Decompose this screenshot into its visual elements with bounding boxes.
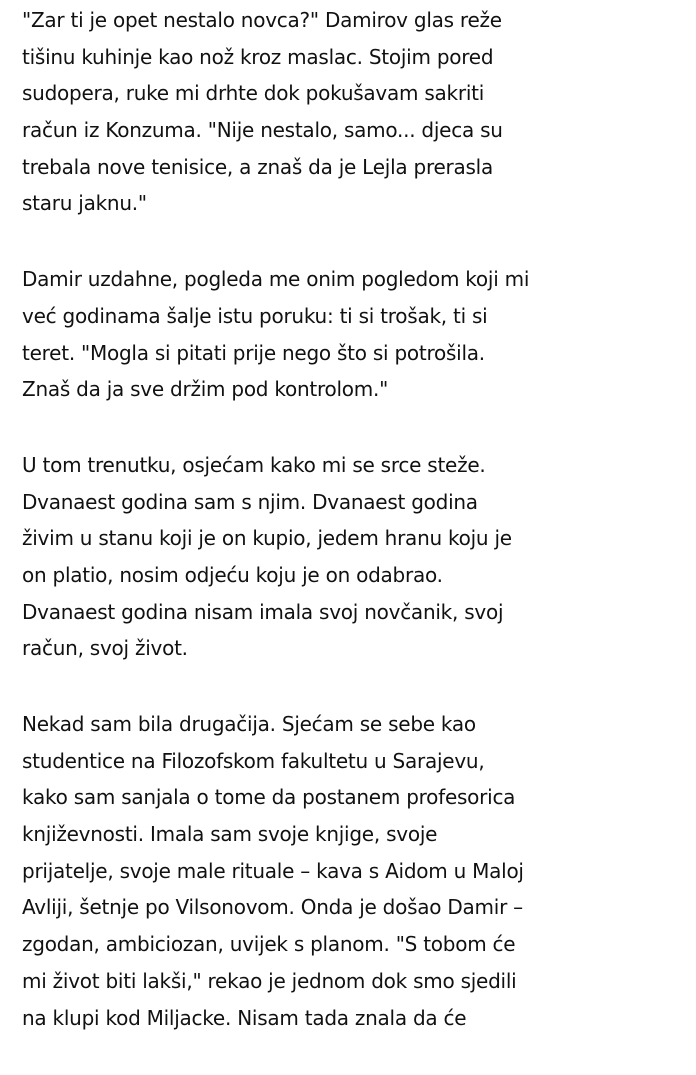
text-line: teret. "Mogla si pitati prije nego što si potrošila. bbox=[22, 340, 485, 365]
text-line: "Zar ti je opet nestalo novca?" Damirov glas reže bbox=[22, 8, 502, 32]
text-line: živim u stanu koji je on kupio, jedem hranu koju je bbox=[22, 526, 512, 551]
text-line: već godinama šalje istu poruku: ti si trošak, ti si bbox=[22, 303, 488, 328]
text-line: Damir uzdahne, pogleda me onim pogledom koji mi bbox=[22, 267, 530, 292]
text-line: studentice na Filozofskom fakultetu u Sarajevu, bbox=[22, 748, 485, 773]
text-line: Nekad sam bila drugačija. Sjećam se sebe kao bbox=[22, 712, 476, 736]
story-text bbox=[22, 2, 696, 1075]
text-line: U tom trenutku, osjećam kako mi se srce steže. bbox=[22, 452, 486, 477]
text-line: književnosti. Imala sam svoje knjige, svoje bbox=[22, 822, 438, 847]
text-line: račun iz Konzuma. "Nije nestalo, samo... djeca su bbox=[22, 118, 503, 143]
text-line: tišinu kuhinje kao nož kroz maslac. Stojim pored bbox=[22, 44, 494, 69]
text-line: na klupi kod Miljacke. Nisam tada znala da će bbox=[22, 1005, 467, 1030]
paragraph-1 bbox=[22, 2, 696, 222]
text-line: zgodan, ambiciozan, uvijek s planom. "S tobom će bbox=[22, 932, 516, 957]
text-line: mi život biti lakši," rekao je jednom dok smo sjedili bbox=[22, 968, 517, 993]
text-line: Avliji, šetnje po Vilsonovom. Onda je došao Damir – bbox=[22, 895, 523, 920]
text-line: prijatelje, svoje male rituale – kava s Aidom u Maloj bbox=[22, 858, 524, 883]
paragraph-3 bbox=[22, 447, 696, 667]
text-line: račun, svoj život. bbox=[22, 636, 188, 661]
text-line: on platio, nosim odjeću koju je on odabrao. bbox=[22, 562, 443, 587]
text-line: trebala nove tenisice, a znaš da je Lejla prerasla bbox=[22, 154, 493, 179]
text-line: sudopera, ruke mi drhte dok pokušavam sakriti bbox=[22, 81, 485, 106]
text-line: Znaš da ja sve držim pod kontrolom." bbox=[22, 377, 389, 402]
text-line: kako sam sanjala o tome da postanem profesorica bbox=[22, 785, 516, 810]
text-line: staru jaknu." bbox=[22, 191, 147, 216]
text-line: Dvanaest godina nisam imala svoj novčanik, svoj bbox=[22, 599, 504, 624]
paragraph-4 bbox=[22, 706, 696, 1036]
paragraph-2 bbox=[22, 261, 696, 408]
text-line: Dvanaest godina sam s njim. Dvanaest godina bbox=[22, 489, 478, 514]
